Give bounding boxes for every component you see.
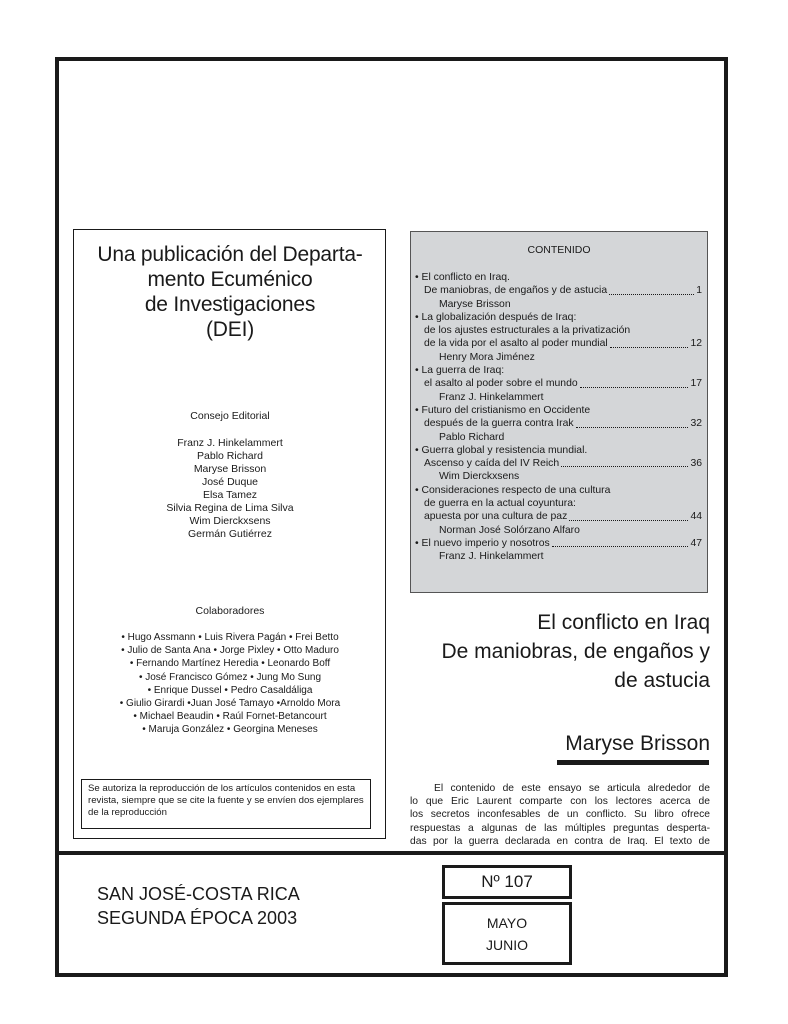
article-title-line: El conflicto en Iraq [537, 611, 710, 634]
body-line: respuestas a algunas de las múltiples preguntas desperta- [410, 822, 710, 834]
epoch-line: SEGUNDA ÉPOCA 2003 [97, 908, 298, 928]
contents-line [415, 484, 702, 497]
contents-entry-text: el asalto al poder sobre el mundo [424, 378, 578, 390]
publication-title-line: Una publicación del Departa- [97, 243, 363, 266]
board-member: Germán Gutiérrez [187, 528, 273, 540]
collaborators-line: • Michael Beaudin • Raúl Fornet-Betancourt [133, 711, 327, 723]
contents-line [415, 524, 702, 537]
article-title-line: De maniobras, de engaños y [441, 640, 710, 663]
contents-entry-text: • Futuro del cristianismo en Occidente [415, 404, 591, 416]
board-member: Pablo Richard [197, 450, 263, 462]
contents-page-number: 12 [690, 338, 702, 350]
publication-title-line: de Investigaciones [144, 293, 316, 316]
board-member: Elsa Tamez [202, 489, 258, 501]
contents-leader-dots [561, 457, 688, 467]
collaborators-line: • Fernando Martínez Heredia • Leonardo Boff [129, 658, 331, 670]
collaborators-line: • Hugo Assmann • Luis Rivera Pagán • Frei Betto [121, 632, 339, 643]
contents-line [415, 550, 702, 563]
collaborators-heading: Colaboradores [195, 605, 265, 617]
publication-title [80, 242, 380, 342]
contents-page-number: 1 [696, 285, 702, 297]
body-line: los secretos inconfesables de un conflicto. Su libro ofrece [410, 809, 710, 821]
contents-leader-dots [569, 510, 688, 520]
editorial-board-heading: Consejo Editorial [190, 410, 270, 422]
board-member: Silvia Regina de Lima Silva [166, 502, 294, 514]
body-line: das por la guerra declarada en contra de Iraq. El texto de [410, 835, 710, 847]
contents-author: Maryse Brisson [439, 298, 511, 310]
issue-months [442, 902, 572, 965]
contents-list [415, 271, 702, 564]
contents-author: Franz J. Hinkelammert [439, 551, 544, 563]
contents-line [415, 364, 702, 377]
issue-month: JUNIO [486, 937, 528, 953]
contents-author: Pablo Richard [439, 431, 505, 443]
contents-line [415, 431, 702, 444]
place-line: SAN JOSÉ-COSTA RICA [97, 884, 300, 904]
contents-line [415, 457, 702, 470]
article-author: Maryse Brisson [565, 732, 710, 755]
contents-page-number: 47 [690, 537, 702, 549]
contents-entry-text: de guerra en la actual coyuntura: [424, 498, 576, 510]
contents-entry-text: Ascenso y caída del IV Reich [424, 458, 560, 470]
contents-leader-dots [610, 337, 689, 347]
contents-line [415, 351, 702, 364]
contents-author: Franz J. Hinkelammert [439, 391, 544, 403]
contents-line [415, 417, 702, 430]
contents-line [415, 324, 702, 337]
contents-entry-text: de la vida por el asalto al poder mundial [424, 338, 608, 350]
contents-line [415, 470, 702, 483]
contents-entry-text: • El nuevo imperio y nosotros [415, 537, 550, 549]
article-body [410, 782, 710, 851]
issue-number: Nº 107 [442, 865, 572, 899]
contents-entry-text: • El conflicto en Iraq. [415, 272, 510, 283]
article-title-line: de astucia [614, 669, 710, 692]
contents-line [415, 311, 702, 324]
contents-entry-text: • Consideraciones respecto de una cultura [415, 484, 611, 496]
contents-line [415, 337, 702, 350]
author-underline [557, 760, 709, 765]
contents-line [415, 391, 702, 404]
collaborators-line: • Giulio Girardi •Juan José Tamayo •Arnoldo Mora [119, 698, 341, 710]
contents-entry-text: • La globalización después de Iraq: [415, 311, 577, 323]
publication-title-line: mento Ecuménico [147, 268, 313, 291]
collaborators-line: • Julio de Santa Ana • Jorge Pixley • Otto Maduro [121, 645, 339, 657]
board-member: José Duque [201, 476, 259, 488]
contents-line [415, 510, 702, 523]
contents-line [415, 377, 702, 390]
contents-author: Norman José Solórzano Alfaro [439, 524, 580, 536]
contents-page-number: 17 [690, 378, 702, 390]
publication-place [97, 882, 300, 930]
contents-entry-text: después de la guerra contra Irak [424, 418, 574, 430]
collaborators-list [80, 631, 380, 737]
footer-divider [55, 851, 728, 855]
contents-page-number: 44 [690, 511, 702, 523]
contents-page-number: 36 [690, 458, 702, 470]
contents-entry-text: de los ajustes estructurales a la privatización [424, 325, 631, 337]
contents-author: Wim Dierckxsens [439, 471, 520, 483]
contents-leader-dots [580, 377, 689, 387]
editorial-board-list [80, 437, 380, 541]
board-member: Maryse Brisson [193, 463, 267, 475]
contents-line [415, 271, 702, 284]
collaborators-line: • Enrique Dussel • Pedro Casaldáliga [147, 684, 313, 696]
contents-heading: CONTENIDO [527, 244, 591, 256]
contents-entry-text: • La guerra de Iraq: [415, 365, 505, 377]
publication-title-line: (DEI) [206, 318, 254, 341]
reproduction-notice: Se autoriza la reproducción de los artículos contenidos en esta revista, siempre que se cite la fuente y se envíen dos ejemplares de la reproducción [81, 779, 371, 829]
article-title [410, 608, 710, 695]
contents-entry-text: apuesta por una cultura de paz [424, 511, 568, 523]
contents-line [415, 404, 702, 417]
contents-leader-dots [576, 417, 689, 427]
body-line: lo que Eric Laurent comparte con los lectores acerca de [410, 796, 710, 808]
contents-line [415, 298, 702, 311]
board-member: Wim Dierckxsens [189, 515, 271, 527]
contents-author: Henry Mora Jiménez [439, 351, 535, 363]
contents-leader-dots [552, 537, 689, 547]
collaborators-line: • José Francisco Gómez • Jung Mo Sung [138, 671, 322, 683]
contents-line [415, 537, 702, 550]
contents-page-number: 32 [690, 418, 702, 430]
contents-line [415, 497, 702, 510]
contents-line [415, 444, 702, 457]
body-line: El contenido de este ensayo se articula alrededor de [434, 783, 710, 794]
contents-line [415, 284, 702, 297]
contents-entry-text: • Guerra global y resistencia mundial. [415, 444, 588, 456]
contents-entry-text: De maniobras, de engaños y de astucia [424, 285, 608, 297]
contents-leader-dots [609, 284, 694, 294]
board-member: Franz J. Hinkelammert [177, 437, 283, 449]
issue-month: MAYO [486, 915, 528, 931]
collaborators-line: • Maruja González • Georgina Meneses [142, 724, 318, 736]
